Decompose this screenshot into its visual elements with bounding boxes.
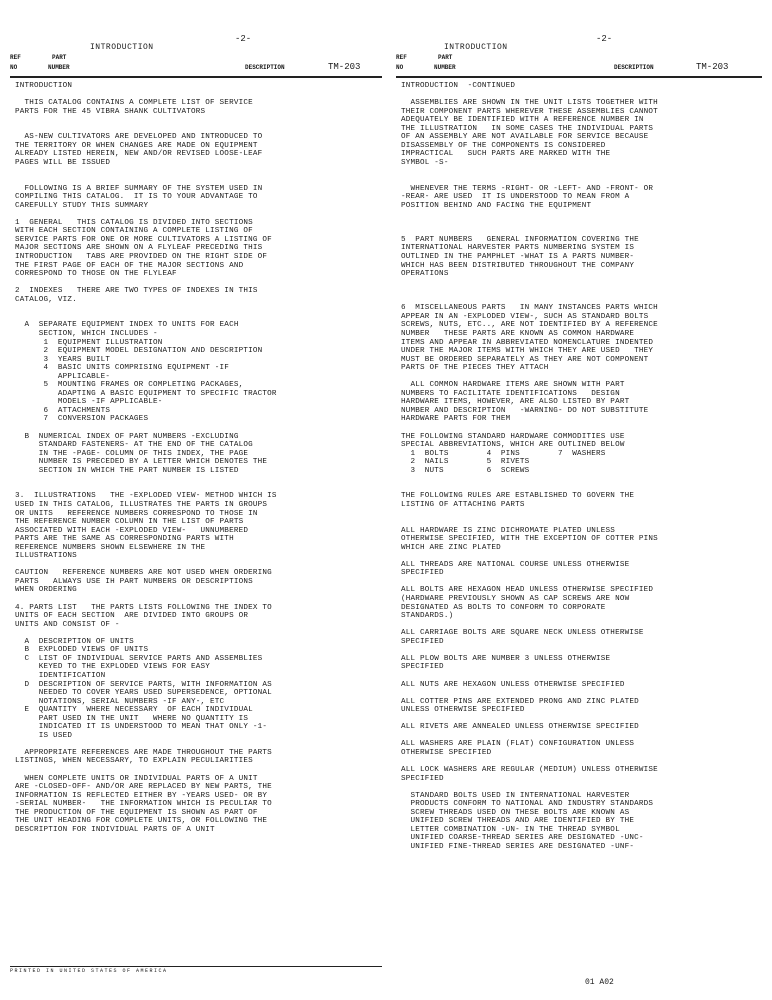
text-line: CORRESPOND TO THOSE ON THE FLYLEAF — [15, 270, 177, 279]
text-line: ALREADY LISTED HEREIN, NEW AND/OR REVISED LOOSE-LEAF — [15, 150, 263, 159]
page-number: -2- — [596, 34, 613, 44]
text-line: ALL COTTER PINS ARE EXTENDED PRONG AND ZINC PLATED — [401, 697, 639, 706]
text-line: SPECIFIED — [401, 637, 444, 646]
text-line: STANDARD FASTENERS- AT THE END OF THE CATALOG — [15, 441, 253, 450]
text-line: APPEAR IN AN -EXPLODED VIEW-, SUCH AS STANDARD BOLTS — [401, 312, 649, 321]
text-line: POSITION BEHIND AND FACING THE EQUIPMENT — [401, 201, 592, 210]
text-line: CATALOG, VIZ. — [15, 295, 77, 304]
text-line: HARDWARE PARTS FOR THEM — [401, 415, 511, 424]
text-line: FOLLOWING IS A BRIEF SUMMARY OF THE SYSTEM USED IN — [15, 184, 263, 193]
text-line: ADEQUATELY BE IDENTIFIED WITH A REFERENCE NUMBER IN — [401, 116, 644, 125]
text-line: ASSOCIATED WITH EACH -EXPLODED VIEW- UNNUMBERED — [15, 526, 249, 535]
text-line: OR UNITS REFERENCE NUMBERS CORRESPOND TO THOSE IN — [15, 509, 258, 518]
ref-label: REF — [396, 54, 407, 61]
text-line: ALL CARRIAGE BOLTS ARE SQUARE NECK UNLESS OTHERWISE — [401, 629, 644, 638]
text-line: DESCRIPTION FOR INDIVIDUAL PARTS OF A UNIT — [15, 825, 215, 834]
text-line: NOTATIONS, SERIAL NUMBERS -IF ANY-, ETC — [15, 697, 225, 706]
text-line: INFORMATION IS REFLECTED EITHER BY -YEARS USED- OR BY — [15, 791, 268, 800]
text-line: 2 NAILS 5 RIVETS — [401, 458, 530, 467]
text-line: UNIFIED SCREW THREADS AND ARE IDENTIFIED BY THE — [401, 817, 635, 826]
text-line: THE UNIT HEADING FOR COMPLETE UNITS, OR FOLLOWING THE — [15, 817, 268, 826]
text-line: 1 EQUIPMENT ILLUSTRATION — [15, 338, 163, 347]
text-line: INTERNATIONAL HARVESTER PARTS NUMBERING SYSTEM IS — [401, 244, 635, 253]
text-line: OUTLINED IN THE PAMPHLET -WHAT IS A PARTS NUMBER- — [401, 253, 635, 261]
text-line: ALL WASHERS ARE PLAIN (FLAT) CONFIGURATION UNLESS — [401, 740, 635, 749]
text-line: -SERIAL NUMBER- THE INFORMATION WHICH IS PECULIAR TO — [15, 800, 272, 809]
text-line: SCREWS, NUTS, ETC.., ARE NOT IDENTIFIED BY A REFERENCE — [401, 321, 658, 330]
text-line: MODELS -IF APPLICABLE- — [15, 398, 163, 407]
text-line: KEYED TO THE EXPLODED VIEWS FOR EASY — [15, 663, 211, 672]
text-line: WHICH ARE ZINC PLATED — [401, 543, 501, 552]
text-line: STANDARD BOLTS USED IN INTERNATIONAL HARVESTER — [401, 791, 630, 800]
no-label: NO — [10, 64, 18, 71]
text-line: DISASSEMBLY OF THE COMPONENTS IS CONSIDERED — [401, 141, 606, 150]
part-label: PART — [438, 54, 453, 61]
text-line: B EXPLODED VIEWS OF UNITS — [15, 646, 149, 655]
text-line: OPERATIONS — [401, 270, 449, 279]
text-line: PAGES WILL BE ISSUED — [15, 158, 111, 167]
text-line: 5 MOUNTING FRAMES OR COMPLETING PACKAGES, — [15, 381, 244, 390]
text-line: UNIFIED COARSE-THREAD SERIES ARE DESIGNATED -UNC- — [401, 834, 644, 843]
text-line: 2 EQUIPMENT MODEL DESIGNATION AND DESCRIPTION — [15, 347, 263, 356]
part-label: PART — [52, 54, 67, 61]
text-line: 2 INDEXES THERE ARE TWO TYPES OF INDEXES IN THIS — [15, 287, 258, 296]
text-line: THE FOLLOWING STANDARD HARDWARE COMMODITIES USE — [401, 432, 625, 441]
text-line: ALL LOCK WASHERS ARE REGULAR (MEDIUM) UNLESS OTHERWISE — [401, 766, 658, 774]
footer-imprint: PRINTED IN UNITED STATES OF AMERICA — [10, 966, 382, 974]
text-line: ALL THREADS ARE NATIONAL COURSE UNLESS OTHERWISE — [401, 560, 630, 569]
text-line: SPECIFIED — [401, 569, 444, 578]
text-line: INTRODUCTION TABS ARE PROVIDED ON THE RIGHT SIDE OF — [15, 253, 268, 261]
text-line: UNITS AND CONSIST OF - — [15, 620, 120, 629]
text-line: D DESCRIPTION OF SERVICE PARTS, WITH INFORMATION AS — [15, 680, 272, 689]
text-line: ITEMS AND APPEAR IN ABBREVIATED NOMENCLATURE INDENTED — [401, 338, 654, 347]
text-line: 1 BOLTS 4 PINS 7 WASHERS — [401, 449, 606, 458]
text-line: ALL PLOW BOLTS ARE NUMBER 3 UNLESS OTHERWISE — [401, 654, 611, 663]
text-line: HARDWARE ITEMS, HOWEVER, ARE ALSO LISTED BY PART — [401, 398, 630, 407]
text-line: 7 CONVERSION PACKAGES — [15, 415, 149, 424]
text-line: ARE -CLOSED-OFF- AND/OR ARE REPLACED BY NEW PARTS, THE — [15, 783, 272, 792]
text-line: ALL NUTS ARE HEXAGON UNLESS OTHERWISE SPECIFIED — [401, 680, 625, 689]
text-line: 5 PART NUMBERS GENERAL INFORMATION COVERING THE — [401, 235, 639, 244]
section-title: INTRODUCTION — [90, 43, 154, 52]
text-line: INTRODUCTION — [15, 82, 73, 90]
text-line: ALL RIVETS ARE ANNEALED UNLESS OTHERWISE SPECIFIED — [401, 723, 639, 732]
text-line: UNITS OF EACH SECTION ARE DIVIDED INTO GROUPS OR — [15, 612, 249, 621]
page-number: -2- — [235, 34, 252, 44]
text-line: INDICATED IT IS UNDERSTOOD TO MEAN THAT ONLY -1- — [15, 723, 268, 732]
text-line: THE FIRST PAGE OF EACH OF THE MAJOR SECTIONS AND — [15, 261, 244, 270]
text-line: THE REFERENCE NUMBER COLUMN IN THE LIST OF PARTS — [15, 518, 244, 527]
text-line: LISTING OF ATTACHING PARTS — [401, 500, 525, 509]
text-line: APPROPRIATE REFERENCES ARE MADE THROUGHOUT THE PARTS — [15, 748, 272, 757]
text-line: 4. PARTS LIST THE PARTS LISTS FOLLOWING THE INDEX TO — [15, 603, 272, 612]
section-title: INTRODUCTION — [444, 43, 508, 52]
text-line: NUMBERS TO FACILITATE IDENTIFICATIONS DESIGN — [401, 389, 620, 398]
text-line: SPECIAL ABBREVIATIONS, WHICH ARE OUTLINED BELOW — [401, 441, 625, 450]
text-line: THEIR COMPONENT PARTS WHEREVER THESE ASSEMBLIES CANNOT — [401, 107, 658, 116]
text-line: 3. ILLUSTRATIONS THE -EXPLODED VIEW- METHOD WHICH IS — [15, 492, 277, 501]
text-line: 3 NUTS 6 SCREWS — [401, 466, 530, 475]
text-line: WHEN COMPLETE UNITS OR INDIVIDUAL PARTS OF A UNIT — [15, 774, 258, 783]
column-header — [396, 54, 762, 76]
text-line: WITH EACH SECTION CONTAINING A COMPLETE LISTING OF — [15, 227, 253, 236]
text-line: PARTS FOR THE 45 VIBRA SHANK CULTIVATORS — [15, 107, 206, 116]
text-line: 6 ATTACHMENTS — [15, 406, 111, 415]
column-header — [10, 54, 382, 76]
text-line: AS-NEW CULTIVATORS ARE DEVELOPED AND INTRODUCED TO — [15, 133, 263, 142]
text-line: STANDARDS.) — [401, 612, 454, 621]
tm-label: TM-203 — [696, 62, 729, 72]
text-line: IMPRACTICAL SUCH PARTS ARE MARKED WITH THE — [401, 150, 611, 159]
description-label: DESCRIPTION — [614, 64, 654, 71]
text-line: ADAPTING A BASIC EQUIPMENT TO SPECIFIC TRACTOR — [15, 389, 277, 398]
text-line: ALL COMMON HARDWARE ITEMS ARE SHOWN WITH PART — [401, 381, 625, 390]
no-label: NO — [396, 64, 404, 71]
text-line: MUST BE ORDERED SEPARATELY AS THEY ARE NOT COMPONENT — [401, 355, 649, 364]
text-line: (HARDWARE PREVIOUSLY SHOWN AS CAP SCREWS ARE NOW — [401, 595, 630, 603]
text-line: PARTS OF THE PIECES THEY ATTACH — [401, 364, 549, 373]
text-line: A SEPARATE EQUIPMENT INDEX TO UNITS FOR EACH — [15, 321, 239, 330]
text-line: OF AN ASSEMBLY ARE NOT AVAILABLE FOR SERVICE BECAUSE — [401, 133, 649, 142]
text-line: PART USED IN THE UNIT WHERE NO QUANTITY IS — [15, 714, 249, 723]
text-line: WHICH HAS BEEN DISTRIBUTED THROUGHOUT THE COMPANY — [401, 261, 635, 270]
text-line: USED IN THIS CATALOG, ILLUSTRATES THE PARTS IN GROUPS — [15, 500, 268, 509]
text-line: UNIFIED FINE-THREAD SERIES ARE DESIGNATED -UNF- — [401, 842, 635, 851]
text-line: A DESCRIPTION OF UNITS — [15, 637, 134, 646]
text-line: ILLUSTRATIONS — [15, 552, 77, 561]
text-line: LISTINGS, WHEN NECESSARY, TO EXPLAIN PECULIARITIES — [15, 757, 253, 766]
text-line: UNLESS OTHERWISE SPECIFIED — [401, 706, 525, 715]
description-label: DESCRIPTION — [245, 64, 285, 71]
text-line: 4 BASIC UNITS COMPRISING EQUIPMENT -IF — [15, 364, 230, 373]
text-line: THE FOLLOWING RULES ARE ESTABLISHED TO GOVERN THE — [401, 492, 635, 501]
text-line: E QUANTITY WHERE NECESSARY OF EACH INDIVIDUAL — [15, 706, 253, 715]
text-line: B NUMERICAL INDEX OF PART NUMBERS -EXCLUDING — [15, 432, 239, 441]
text-line: SCREW THREADS USED ON THESE BOLTS ARE KNOWN AS — [401, 808, 630, 817]
text-line: 3 YEARS BUILT — [15, 355, 111, 364]
header-rule — [396, 76, 762, 78]
text-line: PRODUCTS CONFORM TO NATIONAL AND INDUSTRY STANDARDS — [401, 800, 654, 809]
text-line: NUMBER AND DESCRIPTION -WARNING- DO NOT SUBSTITUTE — [401, 406, 649, 415]
text-line: UNDER THE MAJOR ITEMS WITH WHICH THEY ARE USED THEY — [401, 347, 654, 356]
text-line: OTHERWISE SPECIFIED — [401, 748, 492, 757]
footer-code: 01 A02 — [585, 978, 614, 987]
text-line: ALL HARDWARE IS ZINC DICHROMATE PLATED UNLESS — [401, 526, 616, 535]
text-line: NEEDED TO COVER YEARS USED SUPERSEDENCE, OPTIONAL — [15, 689, 272, 698]
text-line: ALL BOLTS ARE HEXAGON HEAD UNLESS OTHERWISE SPECIFIED — [401, 586, 654, 595]
text-line: IDENTIFICATION — [15, 671, 106, 680]
text-line: REFERENCE NUMBERS SHOWN ELSEWHERE IN THE — [15, 543, 206, 552]
text-line: PARTS ARE THE SAME AS CORRESPONDING PARTS WITH — [15, 535, 234, 544]
text-line: APPLICABLE- — [15, 372, 111, 381]
text-line: 1 GENERAL THIS CATALOG IS DIVIDED INTO SECTIONS — [15, 218, 253, 227]
text-line: THE TERRITORY OR WHEN CHANGES ARE MADE ON EQUIPMENT — [15, 141, 258, 150]
header-rule — [10, 76, 382, 78]
text-line: PARTS ALWAYS USE IH PART NUMBERS OR DESCRIPTIONS — [15, 577, 253, 586]
tm-label: TM-203 — [328, 62, 361, 72]
text-line: WHEN ORDERING — [15, 586, 77, 595]
text-line: DESIGNATED AS BOLTS TO CONFORM TO CORPORATE — [401, 603, 606, 612]
text-line: IN THE -PAGE- COLUMN OF THIS INDEX, THE PAGE — [15, 449, 249, 458]
text-line: THE ILLUSTRATION IN SOME CASES THE INDIVIDUAL PARTS — [401, 124, 654, 133]
text-line: WHENEVER THE TERMS -RIGHT- OR -LEFT- AND -FRONT- OR — [401, 184, 654, 193]
text-line: SYMBOL -S- — [401, 158, 449, 167]
text-line: CAUTION REFERENCE NUMBERS ARE NOT USED WHEN ORDERING — [15, 569, 272, 578]
text-line: MAJOR SECTIONS ARE SHOWN ON A FLYLEAF PRECEDING THIS — [15, 244, 263, 253]
text-line: SECTION IN WHICH THE PART NUMBER IS LISTED — [15, 466, 239, 475]
text-line: INTRODUCTION -CONTINUED — [401, 82, 516, 90]
text-line: -REAR- ARE USED IT IS UNDERSTOOD TO MEAN FROM A — [401, 193, 630, 202]
text-line: THE PRODUCTION OF THE EQUIPMENT IS SHOWN AS PART OF — [15, 808, 258, 817]
text-line: NUMBER IS PRECEDED BY A LETTER WHICH DENOTES THE — [15, 458, 268, 467]
text-line: NUMBER THESE PARTS ARE KNOWN AS COMMON HARDWARE — [401, 329, 635, 338]
ref-label: REF — [10, 54, 21, 61]
text-line: ASSEMBLIES ARE SHOWN IN THE UNIT LISTS TOGETHER WITH — [401, 99, 658, 108]
text-line: SECTION, WHICH INCLUDES - — [15, 329, 158, 338]
text-line: SPECIFIED — [401, 663, 444, 672]
text-line: SERVICE PARTS FOR ONE OR MORE CULTIVATORS A LISTING OF — [15, 235, 272, 244]
text-line: SPECIFIED — [401, 774, 444, 783]
number-label: NUMBER — [48, 64, 70, 71]
text-line: THIS CATALOG CONTAINS A COMPLETE LIST OF SERVICE — [15, 99, 253, 108]
text-line: OTHERWISE SPECIFIED, WITH THE EXCEPTION OF COTTER PINS — [401, 535, 658, 544]
text-line: IS USED — [15, 731, 73, 740]
number-label: NUMBER — [434, 64, 456, 71]
text-line: LETTER COMBINATION -UN- IN THE THREAD SYMBOL — [401, 825, 620, 834]
text-line: C LIST OF INDIVIDUAL SERVICE PARTS AND ASSEMBLIES — [15, 654, 263, 663]
text-line: 6 MISCELLANEOUS PARTS IN MANY INSTANCES PARTS WHICH — [401, 304, 658, 313]
text-line: COMPILING THIS CATALOG. IT IS TO YOUR ADVANTAGE TO — [15, 193, 258, 202]
text-line: CAREFULLY STUDY THIS SUMMARY — [15, 201, 149, 210]
